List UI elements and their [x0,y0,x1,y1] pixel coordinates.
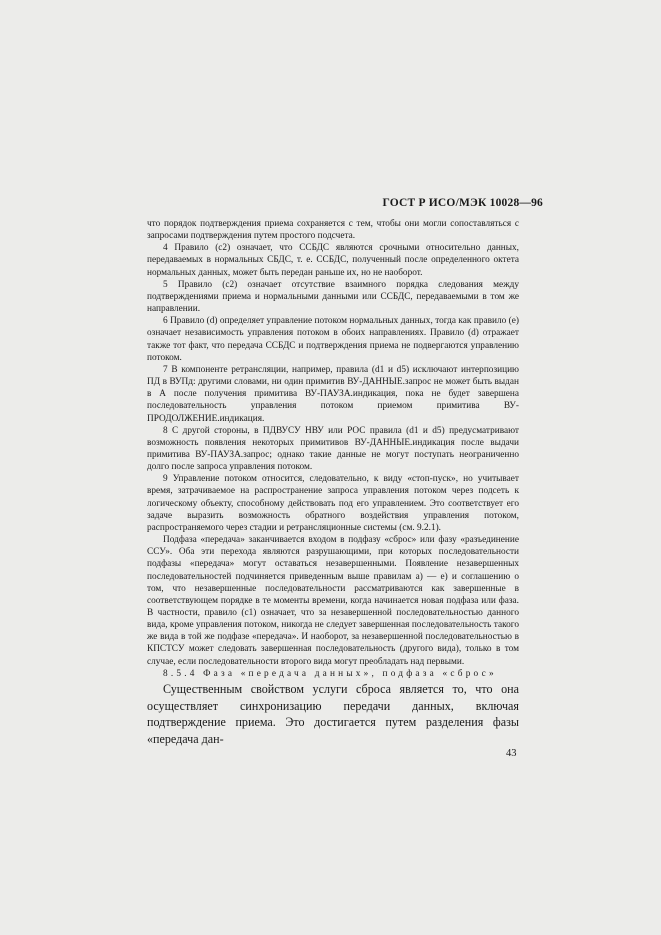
paragraph-transfer-subphase: Подфаза «передача» заканчивается входом в подфазу «сброс» или фазу «разъединение ССУ». Оба эти перехода являются разрушающими, при которых последовательности подфазы «передача» могут оставаться незавершенными. Появление незавершенных последовательностей подчиняется приведенным выше правилам а) — е) и соглашению о том, что незавершенные последовательности рассматриваются как завершенные в соответствующем порядке в те моменты времени, когда начинается новая подфаза или фаза. В частности, правило (c1) означает, что за незавершенной последовательностью данного вида, кроме управления потоком, никогда не следует завершенная последовательность такого же вида в той же подфазе «передача». И наоборот, за незавершенной последовательностью в КПСТСУ может следовать завершенная последовательность (другого вида), только в том случае, если последовательности второго вида могут преобладать над первыми. [147,535,519,667]
note-9: 9 Управление потоком относится, следовательно, к виду «стоп-пуск», но учитывает время, затрачиваемое на распространение запроса управления потоком через подсеть к логическому объекту, способному действовать под его управлением. Это соответствует его задаче выразить возможность обратного воздействия управления потоком, распространяемого через стадии и ретрансляционные системы (см. 9.2.1). [147,474,519,533]
note-7: 7 В компоненте ретрансляции, например, правила (d1 и d5) исключают интерпозицию ПД в ВУПд: другими словами, ни один примитив ВУ-ДАННЫЕ.запрос не может быть выдан в А после получения примитива ВУ-ПАУЗА.индикация, пока не будет завершена последовательность управления потоком приемом примитива ВУ-ПРОДОЛЖЕНИЕ.индикация. [147,364,519,424]
body-text [147,218,519,747]
note-4: 4 Правило (c2) означает, что ССБДС являются срочными относительно данных, передаваемых в нормальных СБДС, т. е. ССБДС, полученный после определенного октета нормальных данных, может быть передан раньше их, но не наоборот. [147,243,519,278]
note-5: 5 Правило (c2) означает отсутствие взаимного порядка следования между подтверждениями приема и нормальными данными или ССБДС, передаваемыми в том же направлении. [147,279,519,315]
note-8: 8 С другой стороны, в ПДВУСУ НВУ или РОС правила (d1 и d5) предусматривают возможность появления некоторых примитивов ВУ-ДАННЫЕ.индикация после выдачи примитива ВУ-ПАУЗА.запрос; однако такие данные не могут поступать неограниченно долго после запроса управления потоком. [147,425,519,473]
paragraph-continuation: что порядок подтверждения приема сохраняется с тем, чтобы они могли сопоставляться с запросами подтверждения путем простого подсчета. [147,219,519,242]
page-number: 43 [506,748,517,759]
paragraph-reset-service: Существенным свойством услуги сброса является то, что она осуществляет синхронизацию передачи данных, включая подтверждение приема. Это достигается путем разделения фазы «передача дан- [147,681,519,746]
section-heading: 8.5.4 Фаза «передача данных», подфаза «сброс» [163,668,497,679]
standard-code-header: ГОСТ Р ИСО/МЭК 10028—96 [382,197,543,209]
note-6: 6 Правило (d) определяет управление потоком нормальных данных, тогда как правило (е) означает независимость управления потоком в обоих направлениях. Правило (d) отражает также тот факт, что передача ССБДС и подтверждения приема не подвергаются управлению потоком. [147,316,519,363]
